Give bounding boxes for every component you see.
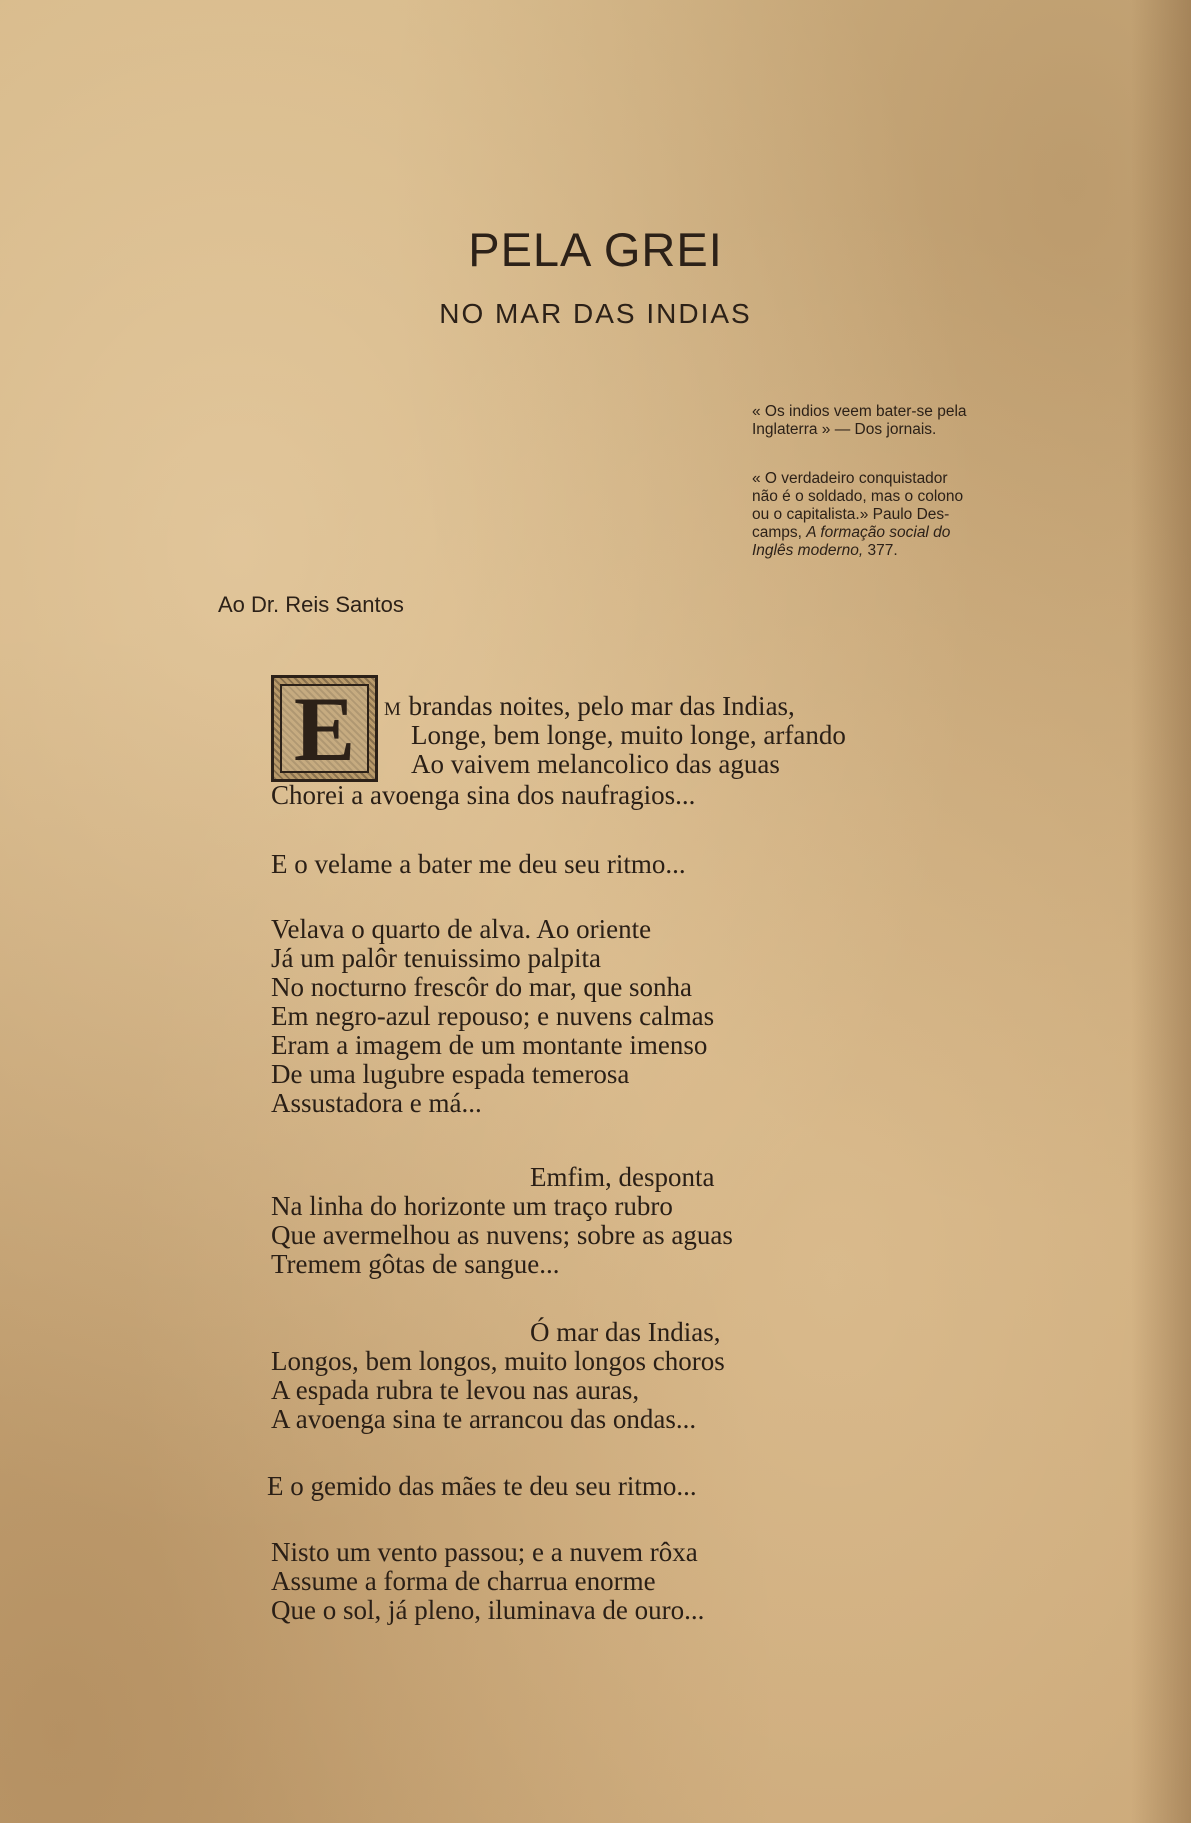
initial-continuation: M — [384, 699, 402, 720]
poem-line: Já um palôr tenuissimo palpita — [271, 943, 601, 973]
poem-line: Nisto um vento passou; e a nuvem rôxa — [271, 1537, 698, 1567]
poem-line: Velava o quarto de alva. Ao oriente — [271, 914, 652, 944]
epigraph-line — [752, 524, 1022, 542]
poem-line: A avoenga sina te arrancou das ondas... — [271, 1404, 697, 1434]
poem-line: Assume a forma de charrua enorme — [271, 1566, 656, 1596]
epigraph-line: Inglaterra » — Dos jornais. — [752, 421, 937, 438]
poem-line: Longos, bem longos, muito longos choros — [271, 1346, 725, 1376]
poem-line: Ao vaivem melancolico das aguas — [411, 749, 780, 779]
poem-line: Assustadora e má... — [271, 1088, 482, 1118]
epigraph-line: ou o capitalista.» Paulo Des- — [752, 506, 950, 523]
poem-line: Ó mar das Indias, — [530, 1317, 721, 1347]
poem-line: No nocturno frescôr do mar, que sonha — [271, 972, 693, 1002]
poem-line: Na linha do horizonte um traço rubro — [271, 1191, 673, 1221]
epigraph-2 — [752, 470, 1022, 560]
poem-line: De uma lugubre espada temerosa — [271, 1059, 630, 1089]
poem-line: Que o sol, já pleno, iluminava de ouro... — [271, 1595, 705, 1625]
epigraph-line — [752, 542, 1022, 560]
initial-letter: E — [280, 684, 369, 773]
epigraph-1 — [752, 403, 1022, 439]
epigraph-line: « Os indios veem bater-se pela — [752, 403, 967, 420]
poem-line-text: brandas noites, pelo mar das Indias, — [401, 691, 795, 721]
poem-subtitle: NO MAR DAS INDIAS — [439, 298, 752, 329]
ornamental-initial — [271, 675, 378, 782]
poem-line: Eram a imagem de um montante imenso — [271, 1030, 708, 1060]
epigraph-line: « O verdadeiro conquistador — [752, 470, 948, 487]
poem-line: Emfim, desponta — [530, 1162, 715, 1192]
epigraph-source-title: A formação social do — [806, 524, 951, 541]
epigraph-source-title: Inglês moderno, — [752, 542, 864, 559]
dedication: Ao Dr. Reis Santos — [218, 592, 404, 617]
poem-line: Que avermelhou as nuvens; sobre as aguas — [271, 1220, 733, 1250]
poem-line: Longe, bem longe, muito longe, arfando — [411, 720, 846, 750]
epigraph-text: 377. — [863, 542, 898, 559]
poem-line: E o velame a bater me deu seu ritmo... — [271, 849, 686, 879]
poem-line: E o gemido das mães te deu seu ritmo... — [267, 1471, 697, 1501]
poem-line: Em negro-azul repouso; e nuvens calmas — [271, 1001, 715, 1031]
epigraph-text: camps, — [752, 524, 807, 541]
poem-line: Chorei a avoenga sina dos naufragios... — [271, 780, 696, 810]
poem-line: A espada rubra te levou nas auras, — [271, 1375, 640, 1405]
poem-title: PELA GREI — [468, 223, 723, 276]
poem-line: Tremem gôtas de sangue... — [271, 1249, 560, 1279]
epigraph-line: não é o soldado, mas o colono — [752, 488, 964, 505]
